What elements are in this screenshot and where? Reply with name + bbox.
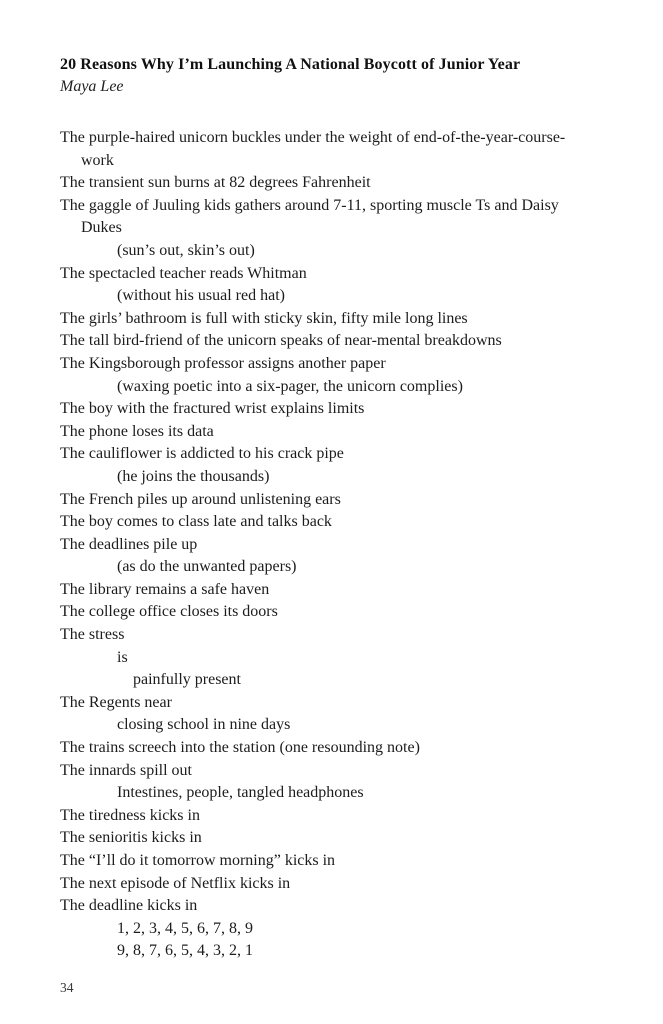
poem-line: The girls’ bathroom is full with sticky skin, fifty mile long lines [60,309,468,327]
poem-line: The boy with the fractured wrist explains limits [60,400,365,418]
poem-author: Maya Lee [60,78,124,95]
poem-line: The boy comes to class late and talks back [60,513,332,531]
poem-line: Intestines, people, tangled headphones [117,784,364,802]
poem-line: (he joins the thousands) [117,467,270,485]
poem-line: closing school in nine days [117,716,291,734]
poem-line: The “I’ll do it tomorrow morning” kicks in [60,852,336,869]
poem-line: The purple-haired unicorn buckles under the weight of end-of-the-year-course- [60,129,566,146]
page-content [60,54,623,963]
poem-line: The college office closes its doors [60,603,278,621]
poem-line: is [117,648,128,666]
poem-line: 9, 8, 7, 6, 5, 4, 3, 2, 1 [117,942,253,960]
poem-line: The spectacled teacher reads Whitman [60,264,307,282]
poem-line: The next episode of Netflix kicks in [60,874,291,892]
poem-line: The innards spill out [60,761,192,779]
poem-line: The transient sun burns at 82 degrees Fahrenheit [60,174,371,192]
poem-line: The library remains a safe haven [60,580,270,598]
poem-line: painfully present [133,671,241,689]
poem-line: The tall bird-friend of the unicorn speaks of near-mental breakdowns [60,332,502,350]
poem-line: The deadlines pile up [60,535,198,553]
poem-line: 1, 2, 3, 4, 5, 6, 7, 8, 9 [117,919,253,937]
poem-line: The trains screech into the station (one resounding note) [60,739,420,757]
poem-line: The senioritis kicks in [60,829,202,847]
poem-line: The cauliflower is addicted to his crack pipe [60,445,344,463]
poem-line: The gaggle of Juuling kids gathers around 7-11, sporting muscle Ts and Daisy [60,196,559,214]
poem-line: (without his usual red hat) [117,287,285,305]
poem-line: (sun’s out, skin’s out) [117,241,255,259]
poem-line: The stress [60,626,125,644]
poem-title: 20 Reasons Why I’m Launching A National Boycott of Junior Year [60,56,521,73]
poem-line: (as do the unwanted papers) [117,558,297,576]
poem-line: (waxing poetic into a six-pager, the unicorn complies) [117,377,463,395]
poem-line: work [81,151,114,169]
poem [60,127,623,963]
poem-line: The Regents near [60,693,172,711]
poem-line: The tiredness kicks in [60,806,200,824]
page-number: 34 [60,980,74,995]
poem-line: The phone loses its data [60,422,214,440]
poem-line: The deadline kicks in [60,897,198,915]
poem-line: The French piles up around unlistening ears [60,490,341,508]
poem-line: The Kingsborough professor assigns another paper [60,354,386,372]
poem-line: Dukes [81,219,122,237]
